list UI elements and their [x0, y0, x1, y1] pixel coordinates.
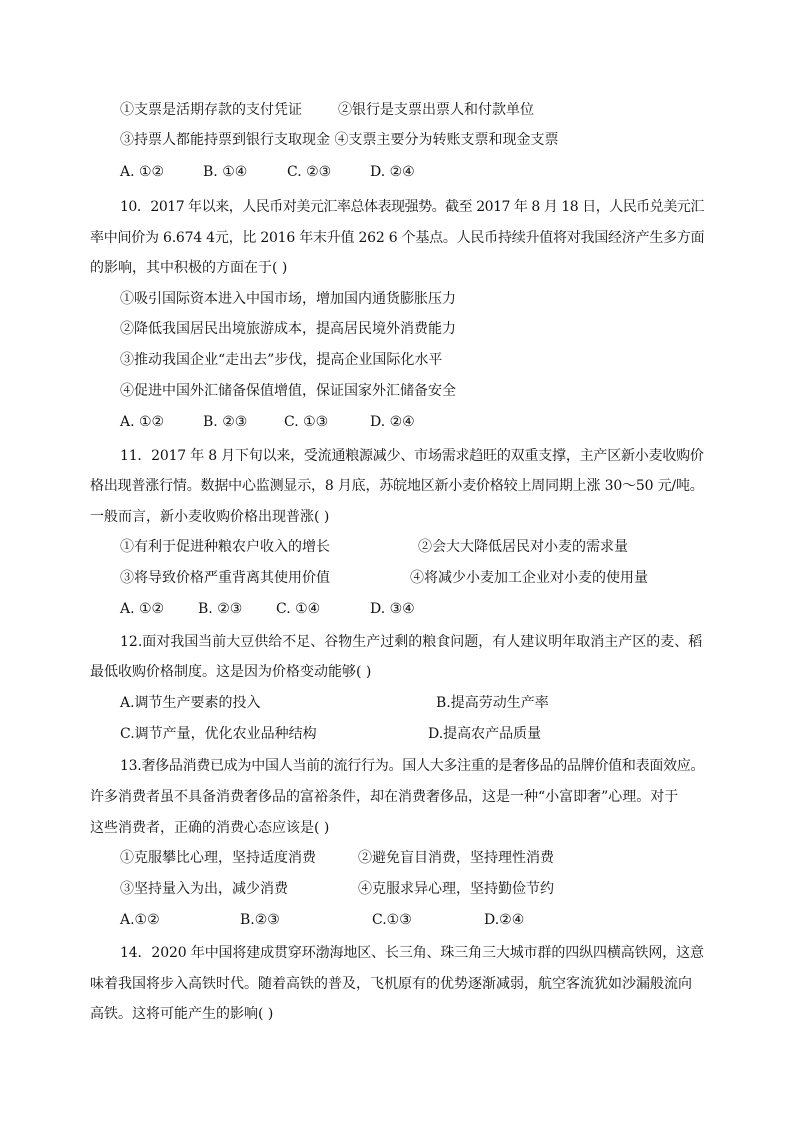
q10-stem-line-3: 的影响，其中积极的方面在于( ) — [90, 260, 288, 276]
q14-stem-line-3: 高铁。这将可能产生的影响( ) — [90, 1006, 274, 1022]
q14-stem-line-1: 14．2020 年中国将建成贯穿环渤海地区、长三角、珠三角三大城市群的四纵四横高铁网，这意 — [120, 945, 704, 961]
q13-answer-d: D.②④ — [484, 912, 525, 928]
q11-option-1: ①有利于促进种粮农户收入的增长 — [120, 539, 330, 555]
q13-stem-line-2: 许多消费者虽不具备消费奢侈品的富裕条件，却在消费奢侈品，这是一种“小富即奢”心理。对于 — [90, 789, 679, 805]
q11-answer-a: A. ①② — [120, 601, 165, 617]
q13-answer-c: C.①③ — [372, 912, 412, 928]
q11-stem-line-2: 格出现普涨行情。数据中心监测显示，8 月底，苏皖地区新小麦价格较上周同期上涨 30～50 元/吨。 — [90, 478, 704, 494]
q12-option-b: B.提高劳动生产率 — [436, 695, 549, 711]
q13-option-4: ④克服求异心理，坚持勤俭节约 — [358, 881, 554, 897]
q12-stem-line-2: 最低收购价格制度。这是因为价格变动能够( ) — [90, 664, 372, 680]
q14-stem-line-2: 味着我国将步入高铁时代。随着高铁的普及，飞机原有的优势逐渐减弱，航空客流犹如沙漏般流向 — [90, 976, 692, 992]
q11-answer-b: B. ②③ — [198, 601, 243, 617]
q9-answer-b: B. ①④ — [203, 164, 248, 180]
q9-answer-c: C. ②③ — [287, 164, 332, 180]
q10-stem-line-2: 率中间价为 6.674 4元，比 2016 年末升值 262 6 个基点。人民币持续升值将对我国经济产生多方面 — [90, 230, 705, 246]
q10-option-2: ②降低我国居民出境旅游成本，提高居民境外消费能力 — [120, 321, 456, 337]
q10-option-3: ③推动我国企业“走出去”步伐，提高企业国际化水平 — [120, 352, 443, 368]
q13-option-3: ③坚持量入为出，减少消费 — [120, 881, 288, 897]
q10-option-1: ①吸引国际资本进入中国市场，增加国内通货膨胀压力 — [120, 291, 456, 307]
q11-stem-line-3: 一般而言，新小麦收购价格出现普涨( ) — [90, 509, 330, 525]
q10-answer-d: D. ②④ — [370, 414, 415, 430]
q12-option-d: D.提高农产品质量 — [428, 726, 542, 742]
q12-option-a: A.调节生产要素的投入 — [120, 695, 261, 711]
q9-answer-d: D. ②④ — [370, 164, 415, 180]
q10-option-4: ④促进中国外汇储备保值增值，保证国家外汇储备安全 — [120, 383, 456, 399]
q13-answer-a: A.①② — [120, 912, 160, 928]
q11-option-3: ③将导致价格严重背离其使用价值 — [120, 570, 330, 586]
q11-answer-c: C. ①④ — [276, 601, 321, 617]
q11-option-2: ②会大大降低居民对小麦的需求量 — [418, 539, 628, 555]
q10-answer-c: C. ①③ — [284, 414, 329, 430]
q9-option-1: ①支票是活期存款的支付凭证 — [120, 102, 302, 118]
q11-stem-line-1: 11．2017 年 8 月下旬以来，受流通粮源减少、市场需求趋旺的双重支撑，主产区新小麦收购价 — [120, 448, 704, 464]
q10-answer-a: A. ①② — [120, 414, 165, 430]
q13-stem-line-3: 这些消费者，正确的消费心态应该是( ) — [90, 820, 330, 836]
q11-answer-d: D. ③④ — [370, 601, 415, 617]
q13-option-2: ②避免盲目消费，坚持理性消费 — [358, 850, 554, 866]
q13-option-1: ①克服攀比心理，坚持适度消费 — [120, 850, 316, 866]
q10-answer-b: B. ②③ — [203, 414, 248, 430]
q9-options-3-4: ③持票人都能持票到银行支取现金 ④支票主要分为转账支票和现金支票 — [120, 132, 559, 148]
q13-stem-line-1: 13.奢侈品消费已成为中国人当前的流行行为。国人大多注重的是奢侈品的品牌价值和表面效应。 — [120, 758, 705, 774]
q13-answer-b: B.②③ — [240, 912, 280, 928]
q12-stem-line-1: 12.面对我国当前大豆供给不足、谷物生产过剩的粮食问题，有人建议明年取消主产区的麦、稻 — [120, 634, 703, 650]
q10-stem-line-1: 10．2017 年以来，人民币对美元汇率总体表现强势。截至 2017 年 8 月 18 日，人民币兑美元汇 — [120, 199, 704, 215]
q12-option-c: C.调节产量，优化农业品种结构 — [120, 726, 317, 742]
q9-answer-a: A. ①② — [120, 164, 165, 180]
q9-option-2: ②银行是支票出票人和付款单位 — [338, 102, 534, 118]
q11-option-4: ④将减少小麦加工企业对小麦的使用量 — [410, 570, 648, 586]
